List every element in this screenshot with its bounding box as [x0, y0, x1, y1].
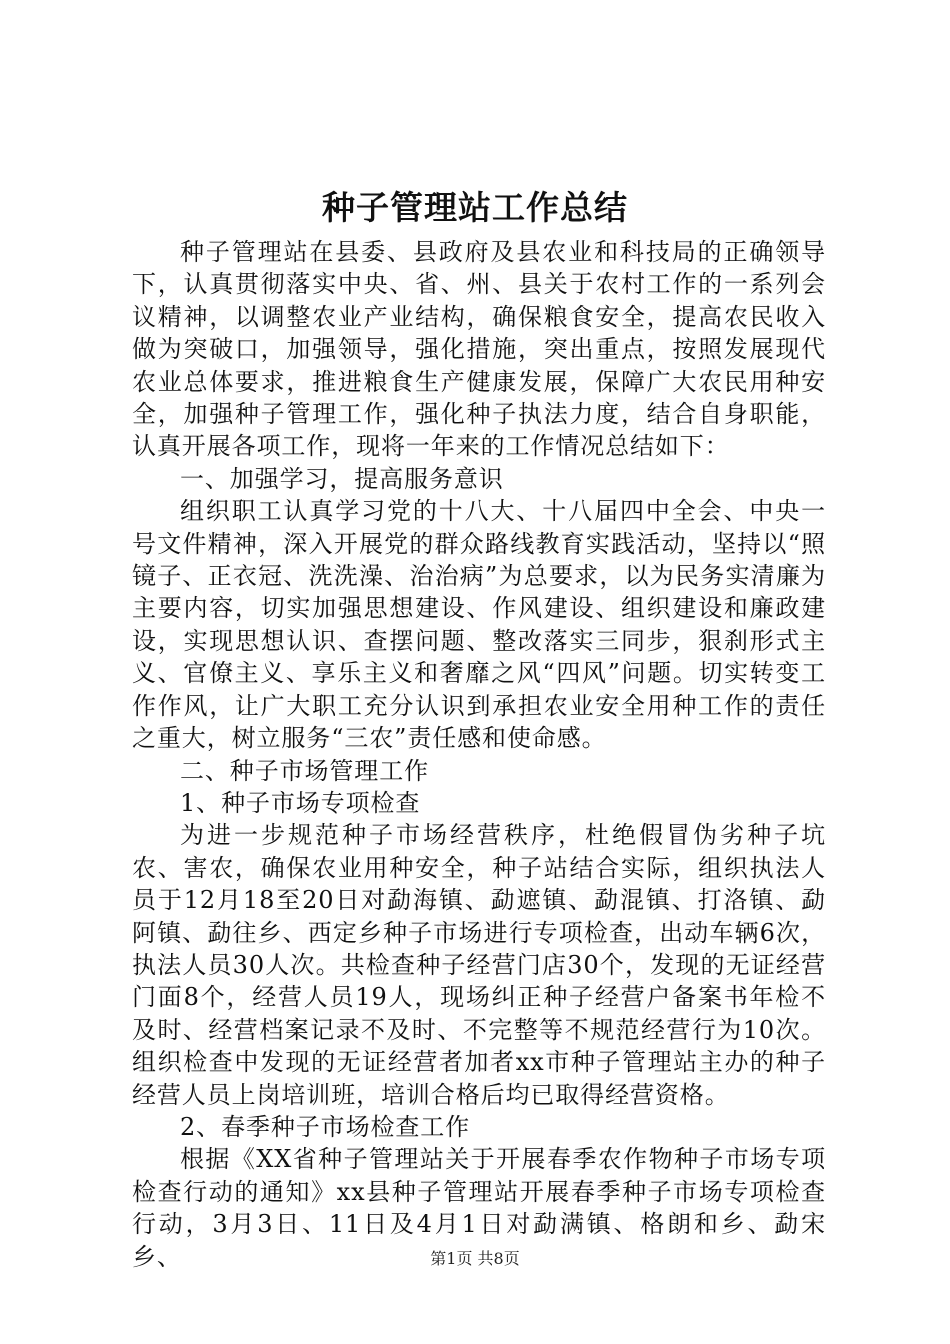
section-heading-2: 二、种子市场管理工作: [180, 756, 429, 785]
document-title: 种子管理站工作总结: [322, 188, 628, 227]
page-footer: 第1页 共8页: [430, 1249, 520, 1268]
paragraph-spring-inspection: 根据《XX省种子管理站关于开展春季农作物种子市场专项检查行动的通知》xx县种子管理站开展春季种子市场专项检查行动，3月3日、11日及4月1日对勐满镇、格朗和乡、勐宋乡、: [132, 1145, 826, 1271]
document-body: [132, 236, 826, 1273]
section-heading-1: 一、加强学习，提高服务意识: [180, 464, 504, 493]
paragraph-intro: 种子管理站在县委、县政府及县农业和科技局的正确领导下，认真贯彻落实中央、省、州、县关于农村工作的一系列会议精神，以调整农业产业结构，确保粮食安全，提高农民收入做为突破口，加强领导，强化措施，突出重点，按照发展现代农业总体要求，推进粮食生产健康发展，保障广大农民用种安全，加强种子管理工作，强化种子执法力度，结合自身职能，认真开展各项工作，现将一年来的工作情况总结如下：: [132, 238, 826, 461]
paragraph-study: 组织职工认真学习党的十八大、十八届四中全会、中央一号文件精神，深入开展党的群众路线教育实践活动，坚持以“照镜子、正衣冠、洗洗澡、治治病”为总要求，以为民务实清廉为主要内容，切实加强思想建设、作风建设、组织建设和廉政建设，实现思想认识、查摆问题、整改落实三同步，狠刹形式主义、官僚主义、享乐主义和奢靡之风“四风”问题。切实转变工作作风，让广大职工充分认识到承担农业安全用种工作的责任之重大，树立服务“三农”责任感和使命感。: [132, 497, 826, 753]
paragraph-special-inspection: 为进一步规范种子市场经营秩序，杜绝假冒伪劣种子坑农、害农，确保农业用种安全，种子站结合实际，组织执法人员于12月18至20日对勐海镇、勐遮镇、勐混镇、打洛镇、勐阿镇、勐往乡、西定乡种子市场进行专项检查，出动车辆6次，执法人员30人次。共检查种子经营门店30个，发现的无证经营门面8个，经营人员19人，现场纠正种子经营户备案书年检不及时、经营档案记录不及时、不完整等不规范经营行为10次。组织检查中发现的无证经营者加者xx市种子管理站主办的种子经营人员上岗培训班，培训合格后均已取得经营资格。: [132, 821, 826, 1109]
subsection-heading-1: 1、种子市场专项检查: [180, 788, 421, 817]
subsection-heading-2: 2、春季种子市场检查工作: [180, 1112, 471, 1141]
